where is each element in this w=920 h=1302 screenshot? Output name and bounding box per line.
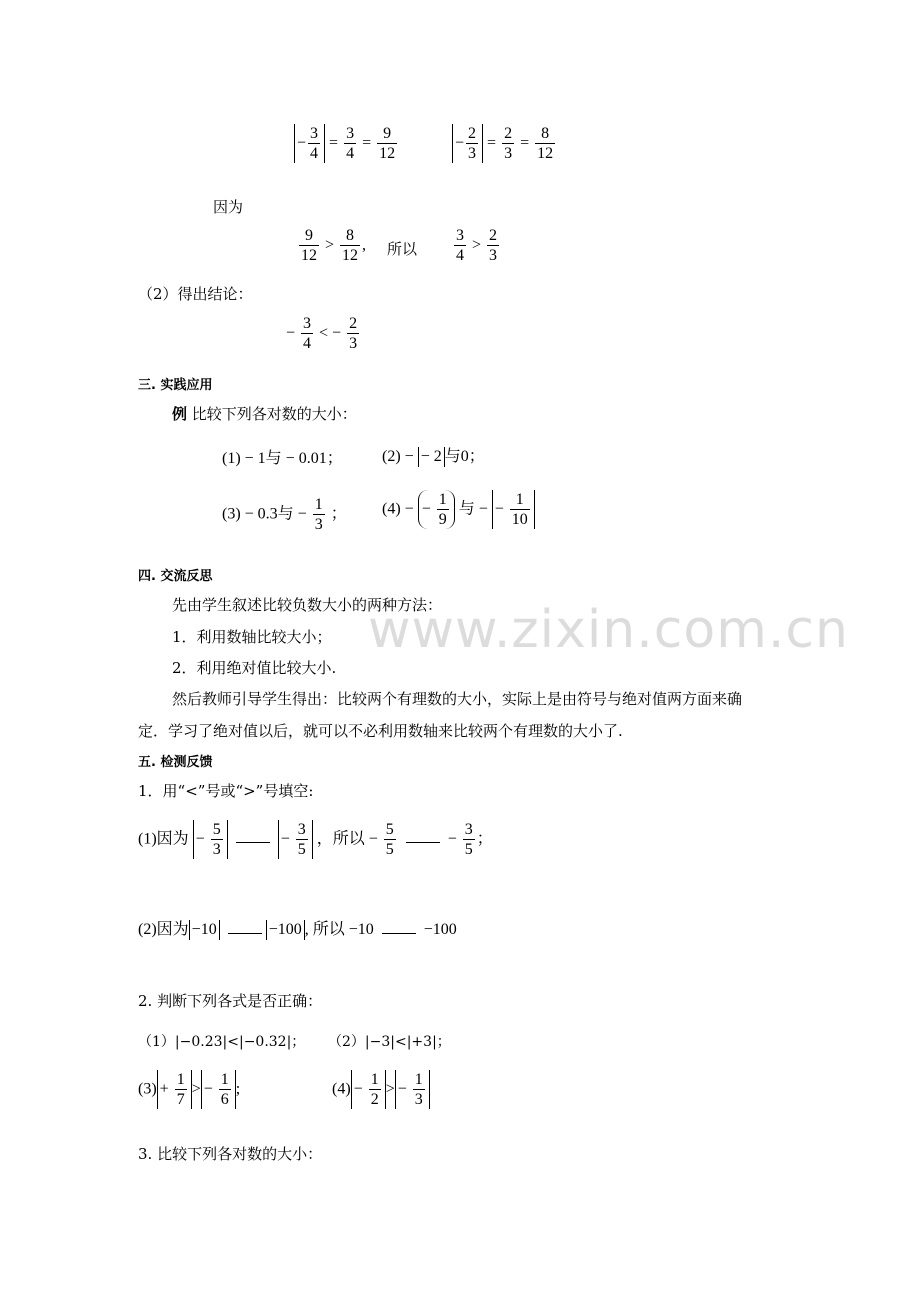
problem-2-abs: − 2 [418, 447, 445, 467]
question-2a: （1）|−0.23|<|−0.32|； [138, 1034, 306, 1050]
question-2: 2. 判断下列各式是否正确： [138, 992, 323, 1010]
question-2d: (4) − $\frac{1}{2}$ > − $\frac{1}{3}$ [332, 1070, 430, 1109]
section-5-title: 五. 检测反馈 [138, 755, 213, 770]
reflect-line-1: 先由学生叙述比较负数大小的两种方法： [172, 596, 443, 614]
question-2c-prefix: (3) [138, 1080, 157, 1098]
question-1b-prefix: (2)因为 [138, 921, 189, 938]
problem-1: (1) − 1与 − 0.01； [222, 450, 343, 467]
reflect-line-2: 1．利用数轴比较大小； [172, 628, 332, 646]
question-1b [138, 916, 457, 940]
example-label: 例 [172, 405, 188, 423]
problem-2-prefix: (2) − [382, 448, 414, 465]
section-4-title: 四. 交流反思 [138, 569, 213, 584]
problem-3-prefix: (3) − 0.3与 − [222, 505, 307, 523]
section-3-title: 三. 实践应用 [138, 378, 213, 393]
question-2d-prefix: (4) [332, 1080, 351, 1098]
so-label: 所以 [387, 240, 418, 258]
problem-3-semicolon: ； [330, 505, 347, 523]
problem-4-prefix: (4) − [382, 500, 414, 518]
question-2c: (3) + $\frac{1}{7}$ > − $\frac{1}{6}$ ; [138, 1071, 241, 1109]
question-1a-so: ，所以 − [316, 830, 378, 848]
example-text: 比较下列各对数的大小： [191, 405, 357, 423]
problem-4-mid: 与 − [458, 500, 488, 518]
conclusion-expression: − $\frac{3}{4}$ < − $\frac{2}{3}$ [286, 315, 358, 353]
question-2b: （2）|−3|<|+3|； [328, 1034, 451, 1050]
because-label: 因为 [213, 198, 244, 216]
reflect-line-5: 定．学习了绝对值以后，就可以不必利用数轴来比较两个有理数的大小了. [138, 722, 623, 740]
question-1b-abs-2: −100 [266, 920, 305, 940]
abs-equation-a: − $\frac{3}{4}$ = $\frac{3}{4}$ = $\frac{9}{12}$ [294, 124, 399, 163]
question-1a: (1)因为 − $\frac{5}{3}$ − $\frac{3}{5}$ ，所以 − $\frac{5}{5}$ − $\frac{3}{5}$ ； [138, 821, 493, 859]
problem-2-suffix: 与0； [444, 448, 485, 465]
reflect-line-4: 然后教师引导学生得出：比较两个有理数的大小，实际上是由符号与绝对值两方面来确 [172, 690, 743, 708]
problem-3: (3) − 0.3与 − $\frac{1}{3}$ ； [222, 496, 347, 534]
reflect-line-3: 2．利用绝对值比较大小. [172, 659, 337, 677]
watermark: www.zixin.com.cn [368, 600, 849, 660]
question-1: 1．用“<”号或“>”号填空: [138, 782, 314, 800]
compare-result: $\frac{3}{4}$ > $\frac{2}{3}$ [456, 227, 498, 265]
question-3: 3. 比较下列各对数的大小： [138, 1145, 323, 1163]
question-1b-end: −100 [423, 921, 457, 938]
question-1b-abs-1: −10 [189, 920, 220, 940]
problem-4: (4) − − $\frac{1}{9}$ 与 − − $\frac{1}{10}$ [382, 490, 535, 529]
question-1b-so: , 所以 −10 [304, 921, 374, 938]
conclusion-label: （2）得出结论： [138, 285, 253, 303]
question-1a-prefix: (1)因为 [138, 830, 189, 848]
compare-fractions: $\frac{9}{12}$ > $\frac{8}{12}$ , [301, 227, 367, 265]
abs-equation-b: − $\frac{2}{3}$ = $\frac{2}{3}$ = $\frac{8}{12}$ [452, 124, 557, 163]
example-line [172, 403, 357, 424]
problem-2 [382, 443, 485, 467]
